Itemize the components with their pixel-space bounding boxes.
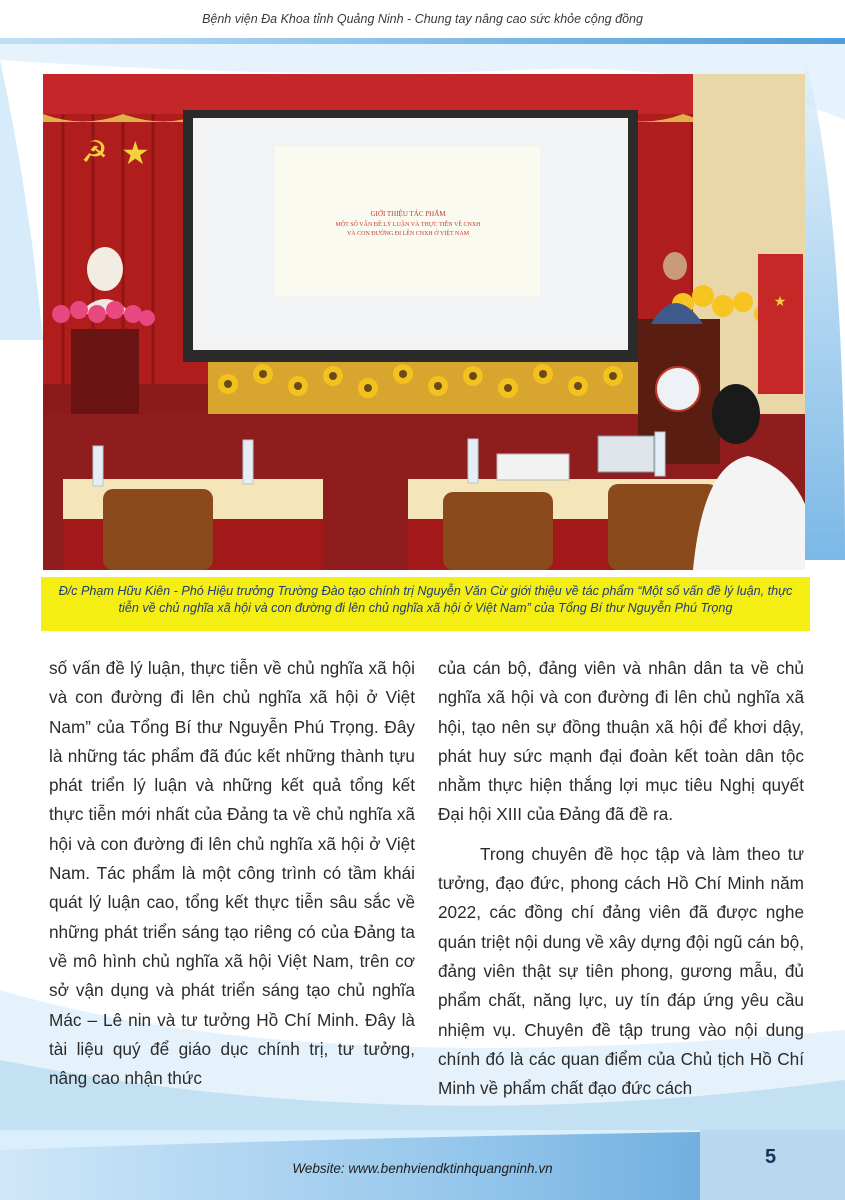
article-column-left: [49, 654, 415, 1093]
slide-line2: MỘT SỐ VẤN ĐỀ LÝ LUẬN VÀ THỰC TIỄN VỀ CNXH: [335, 222, 481, 228]
photo-caption: Đ/c Phạm Hữu Kiên - Phó Hiệu trưởng Trường Đào tạo chính trị Nguyễn Văn Cừ giới thiệu về tác phẩm “Một số vấn đề lý luận, thực tiễn về chủ nghĩa xã hội và con đường đi lên chủ nghĩa xã hội ở Việt Nam” của Tổng Bí thư Nguyễn Phú Trọng: [41, 577, 810, 631]
article-paragraph: Trong chuyên đề học tập và làm theo tư tưởng, đạo đức, phong cách Hồ Chí Minh năm 2022, các đồng chí đảng viên đã được nghe quán triệt nội dung về xây dựng đội ngũ cán bộ, đảng viên thật sự tiên phong, gương mẫu, đủ phẩm chất, năng lực, uy tín đáp ứng yêu cầu nhiệm vụ. Chuyên đề tập trung vào nội dung chính đó là các quan điểm của Chủ tịch Hồ Chí Minh về phẩm chất đạo đức cách: [438, 843, 804, 1099]
page-number: 5: [765, 1146, 777, 1168]
hammer-sickle-icon: ☭: [81, 136, 108, 169]
footer-website: Website: www.benhviendktinhquangninh.vn: [292, 1161, 553, 1176]
slide-line3: VÀ CON ĐƯỜNG ĐI LÊN CNXH Ở VIỆT NAM: [346, 231, 470, 237]
article-paragraph: số vấn đề lý luận, thực tiễn về chủ nghĩa xã hội và con đường đi lên chủ nghĩa xã hội ở Việt Nam” của Tổng Bí thư Nguyễn Phú Trọng. Đây là những tác phẩm đã đúc kết những thành tựu phát triển lý luận và những kết quả tổng kết thực tiễn mới nhất của Đảng ta về chủ nghĩa xã hội và con đường đi lên chủ nghĩa xã hội ở Việt Nam. Tác phẩm là một công trình có tầm khái quát lý luận cao, tổng kết thực tiễn sâu sắc về những phát triển sáng tạo riêng có của Đảng ta về mô hình chủ nghĩa xã hội Việt Nam, trên cơ sở vận dụng và phát triển sáng tạo chủ nghĩa Mác – Lê nin và tư tưởng Hồ Chí Minh. Đây là tài liệu quý để giáo dục chính trị, tư tưởng, nâng cao nhận thức: [49, 658, 415, 1089]
star-icon: ★: [121, 135, 150, 171]
slide-line1: GIỚI THIỆU TÁC PHẨM: [370, 210, 446, 218]
page-header: Bệnh viện Đa Khoa tỉnh Quảng Ninh - Chung tay nâng cao sức khỏe cộng đồng: [202, 12, 643, 26]
article-column-right: [438, 654, 804, 1103]
svg-text:★: ★: [773, 293, 787, 309]
event-photo: [43, 74, 805, 570]
article-paragraph: của cán bộ, đảng viên và nhân dân ta về chủ nghĩa xã hội và con đường đi lên chủ nghĩa xã hội, tạo nên sự đồng thuận xã hội để khơi dậy, phát huy sức mạnh đại đoàn kết toàn dân tộc nhằm thực hiện thắng lợi mục tiêu Nghị quyết Đại hội XIII của Đảng đã đề ra.: [438, 658, 804, 825]
